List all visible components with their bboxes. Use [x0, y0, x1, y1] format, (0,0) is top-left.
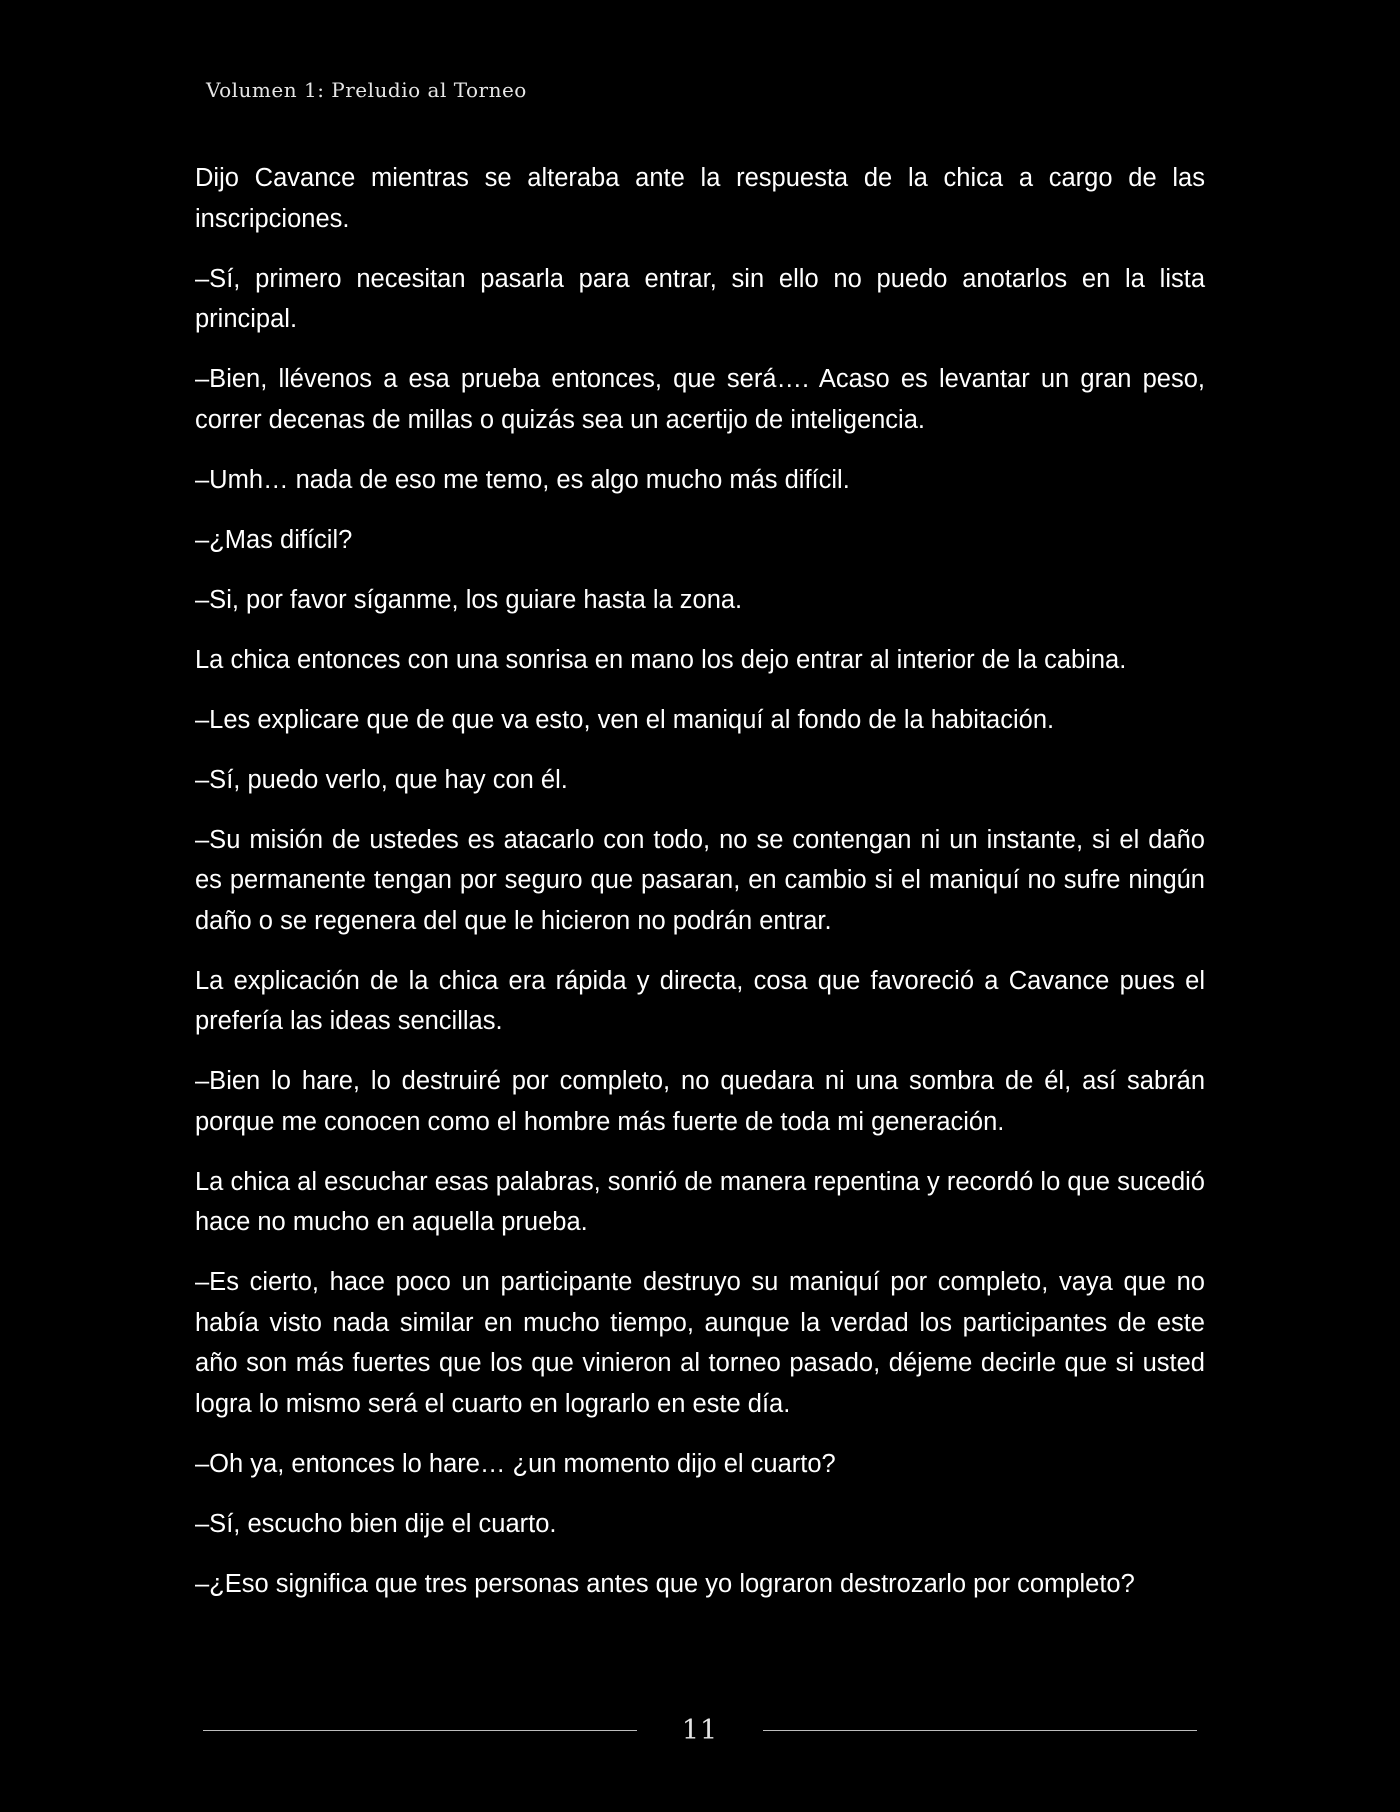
paragraph: –Sí, puedo verlo, que hay con él. [195, 765, 568, 794]
paragraph: –Si, por favor síganme, los guiare hasta la zona. [195, 585, 743, 614]
paragraph: –Sí, primero necesitan pasarla para entrar, sin ello no puedo anotarlos en la lista principal. [195, 264, 1205, 333]
body-text [195, 158, 1205, 1604]
paragraph: –Bien, llévenos a esa prueba entonces, que será…. Acaso es levantar un gran peso, correr decenas de millas o quizás sea un acertijo de inteligencia. [195, 365, 1205, 434]
paragraph: La chica al escuchar esas palabras, sonrió de manera repentina y recordó lo que sucedió hace no mucho en aquella prueba. [195, 1167, 1205, 1236]
paragraph: –¿Mas difícil? [195, 525, 353, 554]
footer-rule-right [763, 1730, 1197, 1731]
paragraph: –Es cierto, hace poco un participante destruyo su maniquí por completo, vaya que no había visto nada similar en mucho tiempo, aunque la verdad los participantes de este año son más fuertes que los que vinieron al torneo pasado, déjeme decirle que si usted logra lo mismo será el cuarto en lograrlo en este día. [195, 1268, 1205, 1418]
paragraph: –Su misión de ustedes es atacarlo con todo, no se contengan ni un instante, si el daño es permanente tengan por seguro que pasaran, en cambio si el maniquí no sufre ningún daño o se regenera del que le hicieron no podrán entrar. [195, 825, 1205, 935]
paragraph: La explicación de la chica era rápida y directa, cosa que favoreció a Cavance pues el prefería las ideas sencillas. [195, 966, 1205, 1035]
page-number: 11 [681, 1714, 719, 1746]
paragraph: –Umh… nada de eso me temo, es algo mucho más difícil. [195, 465, 850, 494]
page-footer [203, 1710, 1197, 1750]
paragraph: La chica entonces con una sonrisa en mano los dejo entrar al interior de la cabina. [195, 645, 1127, 674]
paragraph: –Sí, escucho bien dije el cuarto. [195, 1509, 557, 1538]
running-header: Volumen 1: Preludio al Torneo [206, 78, 527, 102]
paragraph: –Les explicare que de que va esto, ven el maniquí al fondo de la habitación. [195, 705, 1055, 734]
paragraph: –Oh ya, entonces lo hare… ¿un momento dijo el cuarto? [195, 1449, 836, 1478]
paragraph: –Bien lo hare, lo destruiré por completo, no quedara ni una sombra de él, así sabrán porque me conocen como el hombre más fuerte de toda mi generación. [195, 1067, 1205, 1136]
paragraph: –¿Eso significa que tres personas antes que yo lograron destrozarlo por completo? [195, 1569, 1135, 1598]
paragraph: Dijo Cavance mientras se alteraba ante la respuesta de la chica a cargo de las inscripciones. [195, 164, 1205, 233]
footer-rule-left [203, 1730, 637, 1731]
